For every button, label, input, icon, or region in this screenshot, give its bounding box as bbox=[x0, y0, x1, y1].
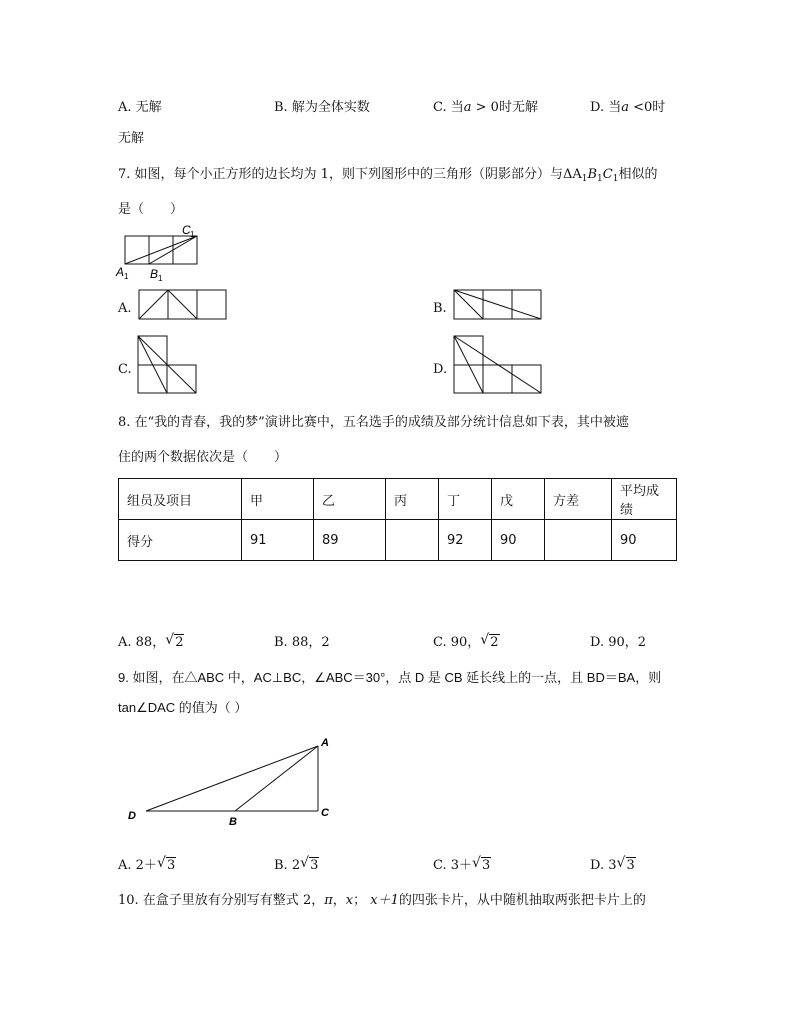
q6-d-suffix: 时 bbox=[652, 100, 666, 115]
q7-option-d-label: D. bbox=[433, 362, 448, 377]
q7-sub3: 1 bbox=[612, 174, 619, 184]
q6-c-prefix: C. 当 bbox=[433, 100, 464, 115]
q7-stem-line2: 是（ ） bbox=[118, 202, 184, 217]
q6-d-prefix: D. 当 bbox=[590, 100, 622, 115]
q10-expr: x＋1 bbox=[370, 893, 399, 908]
sqrt-symbol: √ 2 bbox=[480, 632, 499, 650]
q6-option-b: B. 解为全体实数 bbox=[274, 100, 370, 115]
q7-option-d-figure bbox=[453, 335, 543, 395]
q9-b-rad: 3 bbox=[310, 858, 319, 873]
q9-a-prefix: A. 2＋ bbox=[118, 858, 157, 873]
header-cell: 甲 bbox=[242, 479, 314, 520]
q8-score-table bbox=[118, 478, 677, 561]
header-cell: 方差 bbox=[545, 479, 612, 520]
q9-option-c bbox=[433, 855, 491, 874]
q9-b-prefix: B. 2 bbox=[274, 858, 301, 873]
q9-stem-line1: 9. 如图，在△ABC 中，AC⊥BC，∠ABC＝30°，点 D 是 CB 延长线上的一点，且 BD＝BA，则 bbox=[118, 670, 662, 685]
q7-option-a-label: A. bbox=[118, 301, 132, 316]
q8-option-b: B. 88，2 bbox=[274, 635, 330, 650]
q7-tail: 相似的 bbox=[618, 167, 658, 182]
table-cell bbox=[545, 520, 612, 561]
q8-a-prefix: A. 88， bbox=[118, 635, 166, 650]
q8-option-a bbox=[118, 632, 184, 651]
sqrt-symbol: √ 3 bbox=[300, 855, 319, 873]
q7-label-b1-sub: 1 bbox=[158, 274, 163, 283]
q7-sub1: 1 bbox=[581, 174, 588, 184]
header-cell: 乙 bbox=[314, 479, 386, 520]
table-header-row bbox=[119, 479, 677, 520]
header-cell: 丁 bbox=[439, 479, 492, 520]
q9-label-b: B bbox=[229, 816, 237, 828]
header-cell: 组员及项目 bbox=[119, 479, 242, 520]
q7-option-c-label: C. bbox=[118, 362, 132, 377]
q7-stem-text: 7. 如图，每个小正方形的边长均为 1，则下列图形中的三角形（阴影部分）与 bbox=[118, 167, 563, 182]
q9-label-a: A bbox=[321, 737, 329, 749]
q9-d-prefix: D. 3 bbox=[590, 858, 617, 873]
q7-tri-prefix: ΔA bbox=[562, 167, 582, 182]
q9-label-c: C bbox=[321, 807, 329, 819]
q6-option-d bbox=[590, 100, 665, 116]
sqrt-symbol: √ 3 bbox=[156, 855, 176, 873]
q9-stem-line2: tan∠DAC 的值为（ ） bbox=[118, 700, 248, 715]
table-cell: 89 bbox=[314, 520, 386, 561]
q7-label-c1: C bbox=[182, 223, 191, 237]
table-cell: 90 bbox=[492, 520, 545, 561]
q8-stem-line2: 住的两个数据依次是（ ） bbox=[118, 450, 288, 465]
q6-d-var: a bbox=[621, 100, 629, 115]
header-cell: 戊 bbox=[492, 479, 545, 520]
table-cell: 90 bbox=[612, 520, 677, 561]
q10-comma2: ； bbox=[353, 893, 367, 908]
q6-c-var: a bbox=[463, 100, 472, 115]
q7-reference-figure bbox=[110, 224, 210, 284]
q6-c-cond: > 0 bbox=[471, 100, 499, 115]
q9-triangle-figure bbox=[120, 734, 350, 829]
q7-label-c1-sub: 1 bbox=[190, 230, 195, 239]
sqrt-symbol: √ 3 bbox=[472, 855, 491, 873]
q9-option-d bbox=[590, 855, 636, 874]
q8-a-rad: 2 bbox=[175, 635, 184, 650]
q7-label-a1: A bbox=[116, 265, 125, 279]
header-cell: 平均成绩 bbox=[612, 479, 677, 520]
q10-suffix: 的四张卡片，从中随机抽取两张把卡片上的 bbox=[398, 893, 646, 908]
q8-stem-line1: 8. 在“我的青春，我的梦”演讲比赛中，五名选手的成绩及部分统计信息如下表，其中被遮 bbox=[118, 415, 629, 430]
q9-a-rad: 3 bbox=[166, 858, 176, 873]
q7-option-a-figure bbox=[138, 289, 228, 321]
q10-prefix: 10. 在盒子里放有分别写有整式 2， bbox=[118, 893, 325, 908]
q7-sub2: 1 bbox=[597, 174, 603, 184]
q8-c-rad: 2 bbox=[490, 635, 499, 650]
q6-option-c bbox=[433, 100, 538, 116]
q6-d-cond: <0 bbox=[629, 100, 653, 115]
sqrt-symbol: √ 2 bbox=[165, 632, 184, 650]
header-cell: 丙 bbox=[386, 479, 439, 520]
table-cell bbox=[386, 520, 439, 561]
q9-label-d: D bbox=[128, 810, 136, 822]
q7-stem-line1 bbox=[118, 167, 657, 187]
table-cell: 91 bbox=[242, 520, 314, 561]
q9-option-a bbox=[118, 855, 176, 874]
sqrt-symbol: √ 3 bbox=[616, 855, 635, 873]
q7-option-b-figure bbox=[453, 289, 543, 321]
q9-option-b bbox=[274, 855, 319, 874]
q10-x: x bbox=[345, 893, 354, 908]
q7-option-c-figure bbox=[137, 335, 199, 395]
q7-label-b1: B bbox=[150, 267, 159, 281]
q7-label-a1-sub: 1 bbox=[124, 272, 129, 281]
table-cell: 得分 bbox=[119, 520, 242, 561]
q6-c-suffix: 时无解 bbox=[498, 100, 538, 115]
q8-option-c bbox=[433, 632, 500, 651]
table-row bbox=[119, 520, 677, 561]
q10-comma1: ， bbox=[332, 893, 346, 908]
q8-option-d: D. 90，2 bbox=[590, 635, 647, 650]
q7-option-b-label: B. bbox=[433, 301, 447, 316]
table-cell: 92 bbox=[439, 520, 492, 561]
q7-b: B bbox=[587, 167, 598, 182]
q6-option-a: A. 无解 bbox=[118, 100, 162, 115]
q10-stem-line1 bbox=[118, 893, 646, 909]
q7-c: C bbox=[602, 167, 613, 182]
q10-pi: π bbox=[324, 893, 333, 908]
q8-c-prefix: C. 90， bbox=[433, 635, 481, 650]
q9-c-rad: 3 bbox=[482, 858, 491, 873]
q6-option-d-wrap: 无解 bbox=[118, 131, 145, 146]
q9-c-prefix: C. 3＋ bbox=[433, 858, 473, 873]
q9-d-rad: 3 bbox=[626, 858, 635, 873]
